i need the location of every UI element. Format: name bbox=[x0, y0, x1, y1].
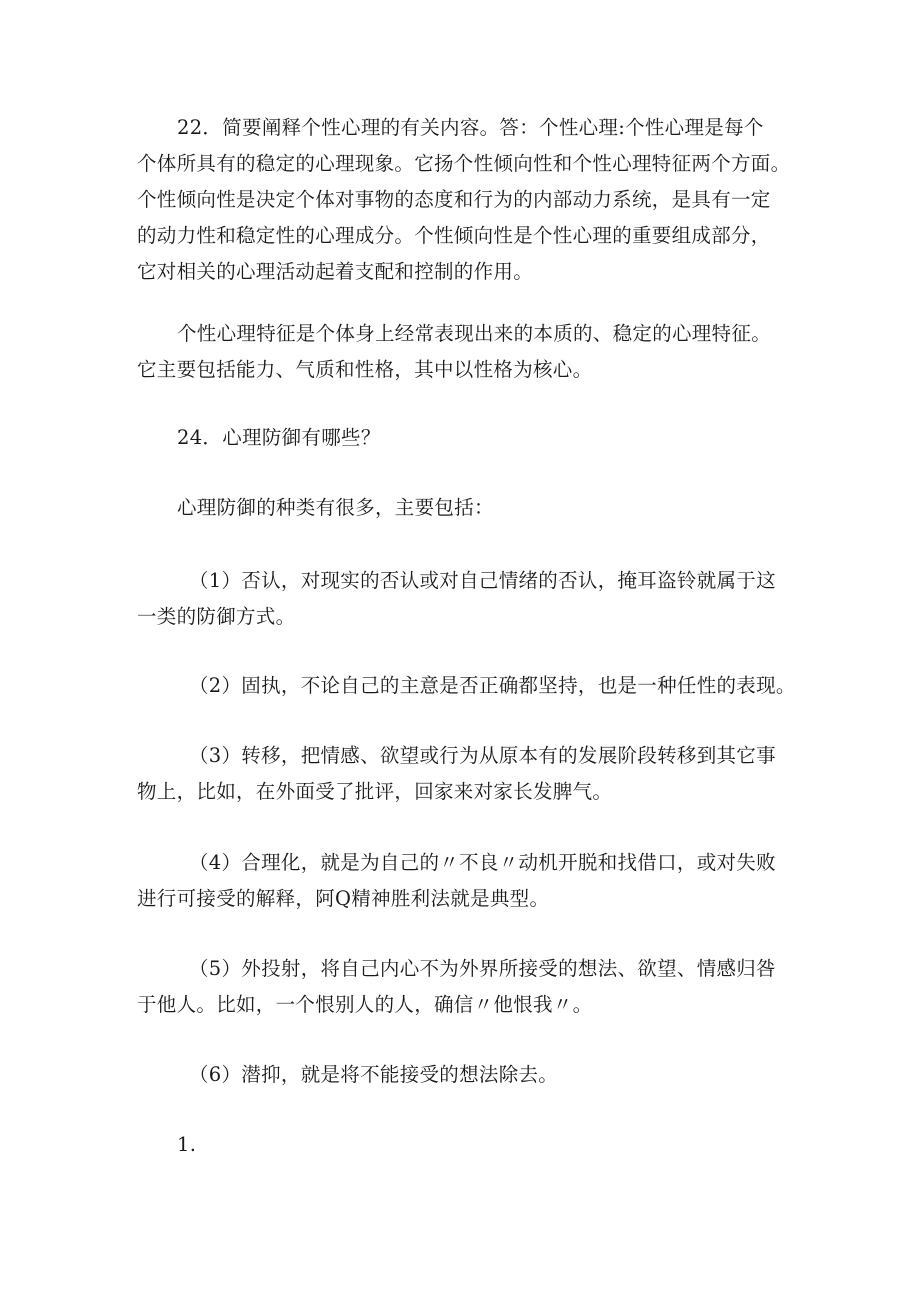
text-line: （3）转移，把情感、欲望或行为从原本有的发展阶段转移到其它事 bbox=[189, 744, 776, 767]
text-line: 个性心理特征是个体身上经常表现出来的本质的、稳定的心理特征。 bbox=[177, 322, 772, 345]
text-line: （4）合理化，就是为自己的〃不良〃动机开脱和找借口，或对失败 bbox=[189, 851, 776, 874]
paragraph-q22 bbox=[137, 110, 805, 290]
text-line: 1. bbox=[177, 1133, 197, 1156]
list-item-displacement bbox=[137, 738, 805, 810]
text-line: （1）否认，对现实的否认或对自己情绪的否认，掩耳盗铃就属于这 bbox=[189, 569, 776, 592]
list-item-rationalization bbox=[137, 845, 805, 917]
text-line: （6）潜抑，就是将不能接受的想法除去。 bbox=[189, 1063, 559, 1086]
text-line: 个体所具有的稳定的心理现象。它扬个性倾向性和个性心理特征两个方面。 bbox=[137, 152, 791, 175]
text-line: 22．简要阐释个性心理的有关内容。答：个性心理:个性心理是每个 bbox=[177, 116, 764, 139]
text-line: 的动力性和稳定性的心理成分。个性倾向性是个性心理的重要组成部分， bbox=[137, 224, 771, 247]
list-item-projection bbox=[137, 951, 805, 1023]
question-q24 bbox=[137, 420, 805, 456]
text-line: （5）外投射，将自己内心不为外界所接受的想法、欲望、情感归咎 bbox=[189, 957, 776, 980]
text-line: 它主要包括能力、气质和性格，其中以性格为核心。 bbox=[137, 358, 593, 381]
list-item-denial bbox=[137, 563, 805, 635]
text-line: 进行可接受的解释，阿Q精神胜利法就是典型。 bbox=[137, 887, 550, 910]
list-item-repression bbox=[137, 1057, 805, 1093]
list-number-trailing bbox=[137, 1127, 805, 1163]
paragraph-personality-traits bbox=[137, 316, 805, 388]
text-line: 物上，比如，在外面受了批评，回家来对家长发脾气。 bbox=[137, 780, 613, 803]
text-line: 个性倾向性是决定个体对事物的态度和行为的内部动力系统，是具有一定 bbox=[137, 188, 771, 211]
text-line: （2）固执，不论自己的主意是否正确都坚持，也是一种任性的表现。 bbox=[189, 674, 796, 697]
text-line: 一类的防御方式。 bbox=[137, 605, 296, 628]
text-line: 心理防御的种类有很多，主要包括： bbox=[177, 496, 494, 519]
text-line: 24．心理防御有哪些？ bbox=[177, 426, 381, 449]
list-item-stubbornness bbox=[137, 668, 805, 704]
text-line: 于他人。比如，一个恨别人的人，确信〃他恨我〃。 bbox=[137, 993, 593, 1016]
text-line: 它对相关的心理活动起着支配和控制的作用。 bbox=[137, 260, 534, 283]
paragraph-defense-intro bbox=[137, 490, 805, 526]
